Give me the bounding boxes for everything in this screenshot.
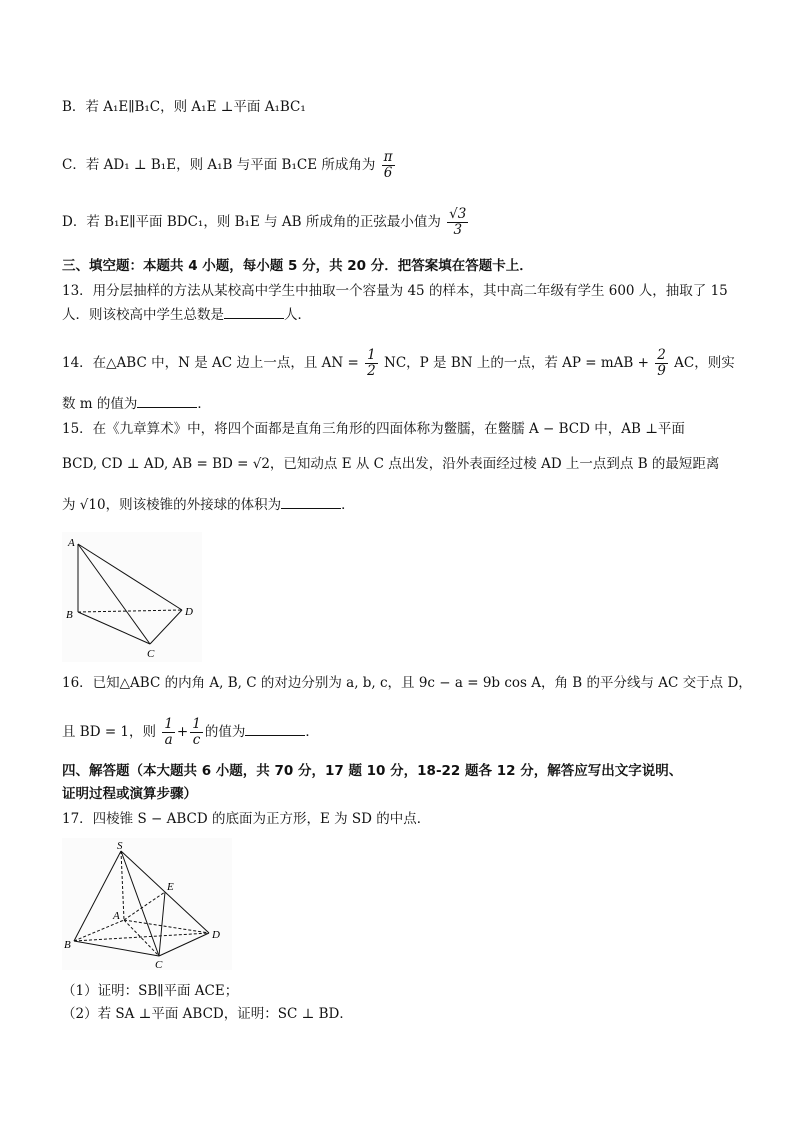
q16-line2 (62, 717, 319, 748)
answer-blank (224, 306, 284, 319)
q13-line1: 13．用分层抽样的方法从某校高中学生中抽取一个容量为 45 的样本，其中高二年级有学生 600 人，抽取了 15 (62, 283, 728, 299)
fraction-numerator: 1 (192, 716, 201, 732)
q15-tetrahedron-figure (62, 532, 202, 662)
q14-part1: 14．在△ABC 中，N 是 AC 边上一点，且 AN = (62, 355, 359, 371)
section-4-heading-line1: 四、解答题（本大题共 6 小题，共 70 分，17 题 10 分，18-22 题各 12 分，解答应写出文字说明、 (62, 763, 683, 779)
fraction-numerator: √3 (449, 206, 467, 222)
q15-line3 (62, 496, 355, 514)
q15-line3-suffix: ． (341, 497, 355, 513)
label-b: B (64, 939, 71, 951)
fraction-denominator: 2 (367, 363, 376, 379)
q15-line3-prefix: 为 √10，则该棱锥的外接球的体积为 (62, 497, 282, 513)
q13-line2-suffix: 人． (284, 307, 311, 323)
label-a: A (113, 910, 120, 922)
q14-line2-prefix: 数 m 的值为 (62, 396, 138, 412)
label-c: C (155, 959, 163, 970)
q16-fraction-2 (190, 717, 203, 748)
option-c (62, 150, 397, 181)
q14-part2: NC，P 是 BN 上的一点，若 AP = mAB + (384, 355, 649, 371)
fraction-denominator: 3 (453, 222, 463, 238)
label-d: D (212, 929, 220, 941)
fraction-numerator: π (383, 149, 393, 165)
q14-line2 (62, 395, 211, 413)
q14-fraction-1 (365, 348, 378, 379)
option-b-text: B．若 A₁E∥B₁C，则 A₁E ⊥平面 A₁BC₁ (62, 99, 306, 115)
fraction-denominator: a (164, 732, 173, 748)
fraction-denominator: 6 (383, 165, 393, 181)
q14-part3: AC，则实 (674, 355, 735, 371)
q17-pyramid-figure (62, 838, 232, 970)
fraction-denominator: 9 (657, 363, 666, 379)
label-s: S (117, 840, 123, 852)
q17-part1: （1）证明：SB∥平面 ACE； (62, 983, 239, 999)
label-e: E (167, 881, 174, 893)
q16-line1: 16．已知△ABC 的内角 A, B, C 的对边分别为 a, b, c，且 9c − a = 9b cos A，角 B 的平分线与 AC 交于点 D， (62, 675, 752, 691)
fraction-denominator: c (192, 732, 201, 748)
option-d-fraction (447, 207, 468, 238)
option-b (62, 98, 306, 116)
q17-stem: 17．四棱锥 S − ABCD 的底面为正方形，E 为 SD 的中点． (62, 811, 431, 827)
option-c-fraction (382, 150, 395, 181)
q15-line1: 15．在《九章算术》中，将四个面都是直角三角形的四面体称为鳖臑，在鳖臑 A − BCD 中，AB ⊥平面 (62, 421, 685, 437)
q14-fraction-2 (655, 348, 668, 379)
option-d (62, 207, 470, 238)
label-b: B (66, 609, 73, 621)
section-3-heading: 三、填空题：本题共 4 小题，每小题 5 分，共 20 分．把答案填在答题卡上． (62, 258, 533, 274)
q17-part2: （2）若 SA ⊥平面 ABCD，证明：SC ⊥ BD． (62, 1006, 353, 1022)
answer-blank (137, 395, 197, 408)
plus-sign: + (176, 724, 189, 740)
q16-line2-mid: 的值为 (204, 724, 246, 740)
label-d: D (185, 606, 193, 618)
q13-line2 (62, 306, 311, 324)
q14-line1 (62, 348, 735, 379)
label-c: C (147, 648, 155, 660)
answer-blank (245, 723, 305, 736)
figure-background (62, 838, 232, 970)
q15-line2: BCD, CD ⊥ AD, AB = BD = √2，已知动点 E 从 C 点出发，沿外表面经过棱 AD 上一点到点 B 的最短距离 (62, 456, 720, 472)
q16-line2-suffix: ． (305, 724, 319, 740)
option-c-text: C．若 AD₁ ⊥ B₁E，则 A₁B 与平面 B₁CE 所成角为 (62, 157, 376, 173)
fraction-numerator: 1 (164, 716, 173, 732)
section-4-heading-line2: 证明过程或演算步骤） (62, 786, 197, 802)
fraction-numerator: 1 (367, 347, 376, 363)
answer-blank (281, 496, 341, 509)
q13-line2-prefix: 人．则该校高中学生总数是 (62, 307, 224, 323)
label-a: A (68, 537, 75, 549)
q16-line2-prefix: 且 BD = 1，则 (62, 724, 157, 740)
q16-fraction-1 (162, 717, 175, 748)
fraction-numerator: 2 (657, 347, 666, 363)
q14-line2-suffix: ． (197, 396, 211, 412)
option-d-text: D．若 B₁E∥平面 BDC₁，则 B₁E 与 AB 所成角的正弦最小值为 (62, 214, 441, 230)
